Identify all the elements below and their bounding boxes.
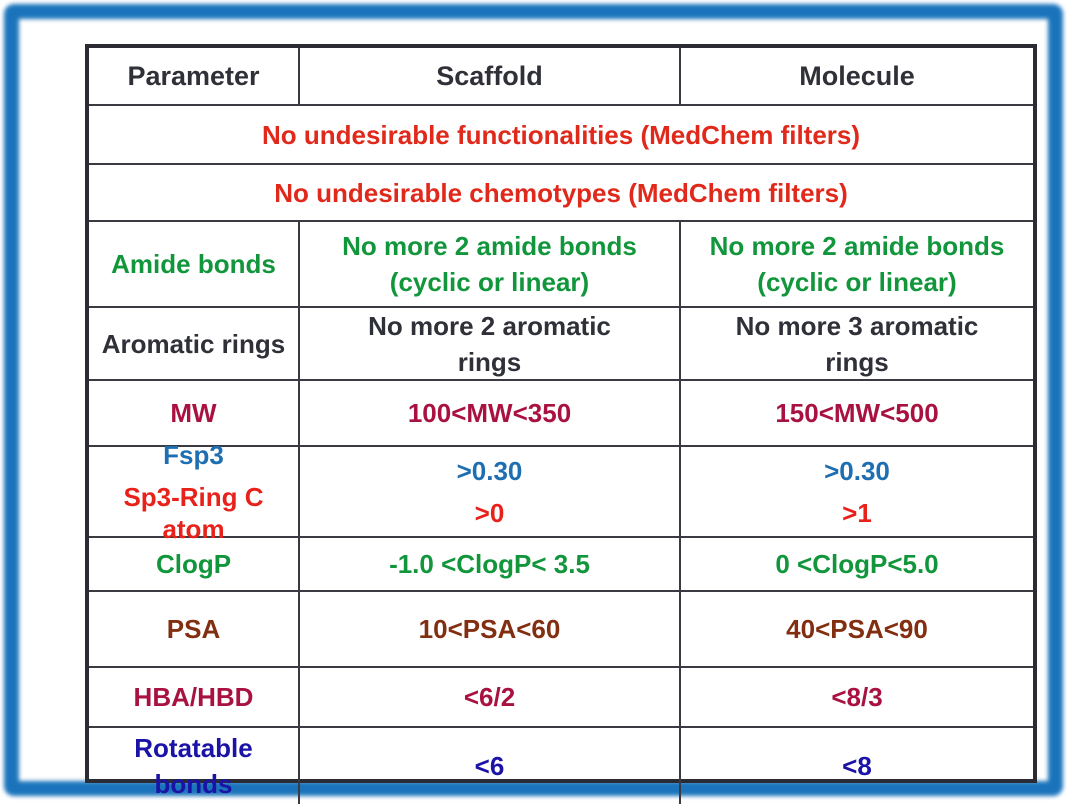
- cell-fsp3-param-line2: Sp3-Ring C atom: [123, 481, 264, 544]
- scaffold-molecule-criteria-table: [85, 44, 1037, 799]
- cell-hba-hbd-scaffold: <6/2: [300, 668, 681, 728]
- cell-hba-hbd-molecule: <8/3: [681, 668, 1033, 728]
- cell-aromatic-param: Aromatic rings: [89, 308, 300, 381]
- row-no-undesirable-functionalities: No undesirable functionalities (MedChem filters): [89, 106, 1033, 165]
- cell-mw-param: MW: [89, 381, 300, 447]
- cell-aromatic-scaffold: [300, 308, 681, 381]
- cell-aromatic-molecule-line1: No more 3 aromatic: [735, 310, 979, 341]
- row-no-undesirable-chemotypes: No undesirable chemotypes (MedChem filters): [89, 165, 1033, 222]
- cell-aromatic-molecule: [681, 308, 1033, 381]
- cell-clogp-scaffold: -1.0 <ClogP< 3.5: [300, 538, 681, 592]
- cell-aromatic-scaffold-line1: No more 2 aromatic: [368, 310, 611, 341]
- cell-aromatic-molecule-line2: rings: [825, 346, 889, 377]
- column-header-molecule: Molecule: [681, 48, 1033, 106]
- cell-hba-hbd-param: HBA/HBD: [89, 668, 300, 728]
- cell-amide-molecule-line2: (cyclic or linear): [757, 267, 957, 297]
- column-header-scaffold: Scaffold: [300, 48, 681, 106]
- cell-fsp3-molecule-line2: >1: [842, 497, 872, 528]
- cell-mw-molecule: 150<MW<500: [681, 381, 1033, 447]
- cell-amide-param: Amide bonds: [89, 222, 300, 308]
- cell-aromatic-scaffold-line2: rings: [457, 346, 522, 377]
- cell-fsp3-scaffold: [300, 447, 681, 538]
- cell-psa-molecule: 40<PSA<90: [681, 592, 1033, 668]
- cell-psa-scaffold: 10<PSA<60: [300, 592, 681, 668]
- cell-fsp3-scaffold-line2: >0: [474, 497, 505, 528]
- cell-amide-scaffold-line2: (cyclic or linear): [389, 267, 590, 297]
- cell-fsp3-param-line1: Fsp3: [163, 439, 224, 470]
- cell-amide-molecule-line1: No more 2 amide bonds: [709, 231, 1005, 261]
- cell-amide-molecule: [681, 222, 1033, 308]
- cell-rotatable-scaffold: <6: [300, 728, 681, 804]
- cell-fsp3-molecule: [681, 447, 1033, 538]
- cell-rotatable-molecule: <8: [842, 751, 872, 781]
- cell-amide-scaffold: [300, 222, 681, 308]
- cell-clogp-molecule: 0 <ClogP<5.0: [681, 538, 1033, 592]
- cell-psa-param: PSA: [89, 592, 300, 668]
- cell-mw-scaffold: 100<MW<350: [300, 381, 681, 447]
- cell-fsp3-molecule-line1: >0.30: [824, 455, 890, 486]
- cell-rotatable-param: Rotatable bonds: [89, 728, 300, 804]
- cell-clogp-param: ClogP: [89, 538, 300, 592]
- cell-amide-scaffold-line1: No more 2 amide bonds: [342, 231, 637, 261]
- cell-fsp3-param: [89, 439, 300, 544]
- cell-fsp3-scaffold-line1: >0.30: [456, 455, 523, 486]
- column-header-parameter: Parameter: [89, 48, 300, 106]
